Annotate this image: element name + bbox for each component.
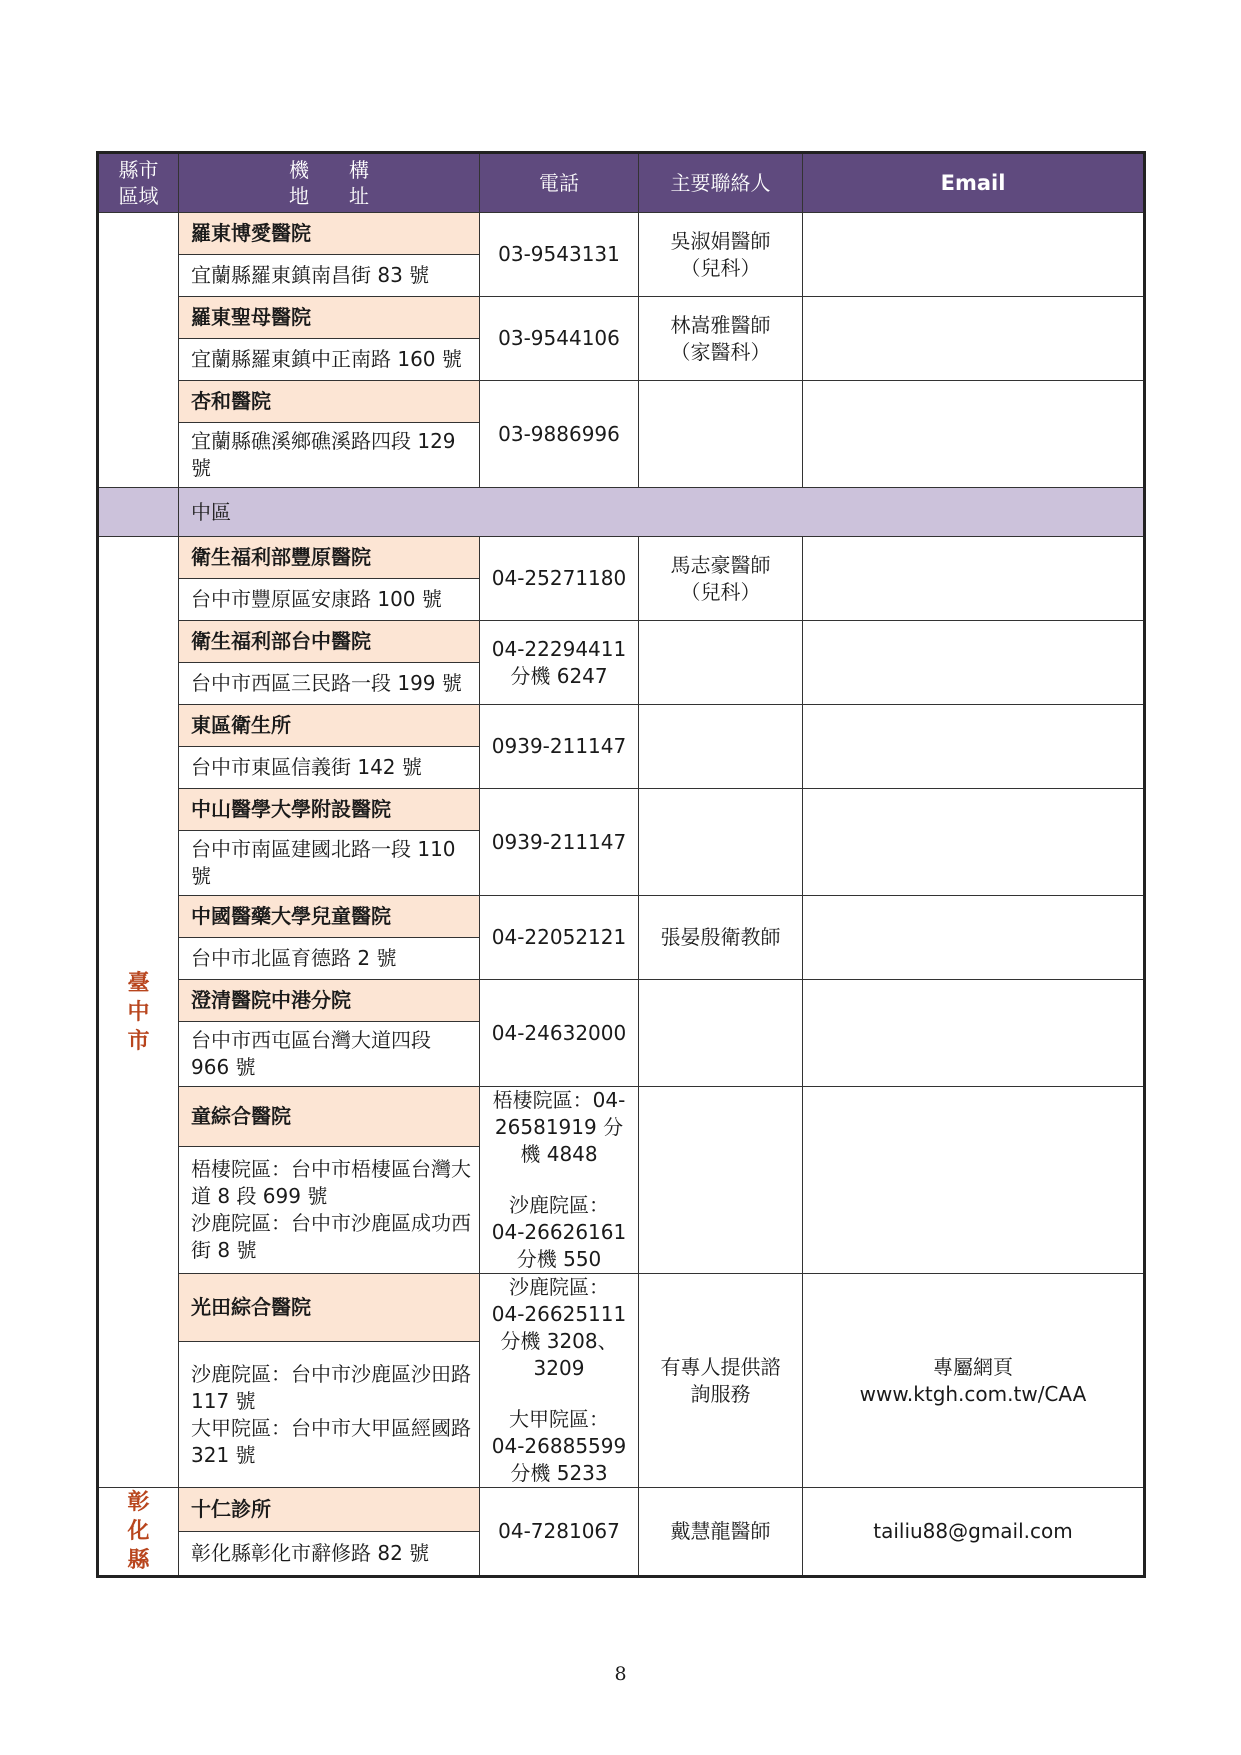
contact-cell: 張晏殷衛教師: [639, 896, 803, 980]
phone-cell: 沙鹿院區： 04-26625111 分機 3208、 3209 大甲院區： 04-26885599 分機 5233: [480, 1274, 639, 1488]
institution-address: 宜蘭縣羅東鎮南昌街 83 號: [179, 255, 480, 297]
contact-cell: [639, 621, 803, 705]
table-row: [98, 1087, 1145, 1147]
institution-address: 台中市西屯區台灣大道四段 966 號: [179, 1022, 480, 1087]
email-cell: [803, 621, 1145, 705]
section-row: [98, 488, 1145, 537]
contact-cell: 有專人提供諮 詢服務: [639, 1274, 803, 1488]
institution-address: 彰化縣彰化市辭修路 82 號: [179, 1531, 480, 1576]
header-contact: 主要聯絡人: [639, 153, 803, 213]
email-cell: [803, 980, 1145, 1087]
phone-cell: 04-7281067: [480, 1488, 639, 1577]
phone-cell: 03-9544106: [480, 297, 639, 381]
institution-name: 中山醫學大學附設醫院: [179, 789, 480, 831]
contact-cell: [639, 980, 803, 1087]
phone-cell: 04-25271180: [480, 537, 639, 621]
contact-cell: [639, 705, 803, 789]
email-cell: [803, 381, 1145, 488]
section-spacer: [98, 488, 179, 537]
institution-name: 杏和醫院: [179, 381, 480, 423]
header-institution: 機 構 地 址: [179, 153, 480, 213]
institution-name: 光田綜合醫院: [179, 1274, 480, 1342]
institution-address: 台中市豐原區安康路 100 號: [179, 579, 480, 621]
institution-address: 宜蘭縣羅東鎮中正南路 160 號: [179, 339, 480, 381]
header-region: 縣市 區域: [98, 153, 179, 213]
phone-cell: 0939-211147: [480, 705, 639, 789]
institution-name: 衛生福利部台中醫院: [179, 621, 480, 663]
email-cell: [803, 297, 1145, 381]
email-link[interactable]: tailiu88@gmail.com: [803, 1488, 1145, 1577]
email-cell: [803, 537, 1145, 621]
header-email: Email: [803, 153, 1145, 213]
institution-address: 梧棲院區：台中市梧棲區台灣大道 8 段 699 號 沙鹿院區：台中市沙鹿區成功西街 8 號: [179, 1146, 480, 1273]
phone-cell: 0939-211147: [480, 789, 639, 896]
email-cell: [803, 705, 1145, 789]
institution-name: 澄清醫院中港分院: [179, 980, 480, 1022]
contact-cell: 吳淑娟醫師 （兒科）: [639, 213, 803, 297]
region-cell-changhua: 彰 化 縣: [98, 1488, 179, 1577]
table-row: [98, 213, 1145, 255]
email-cell: 專屬網頁 www.ktgh.com.tw/CAA: [803, 1274, 1145, 1488]
table-row: [98, 1274, 1145, 1342]
phone-cell: 04-24632000: [480, 980, 639, 1087]
phone-cell: 03-9543131: [480, 213, 639, 297]
table-row: [98, 896, 1145, 938]
table-row: [98, 381, 1145, 423]
institution-address: 台中市南區建國北路一段 110 號: [179, 831, 480, 896]
email-cell: [803, 896, 1145, 980]
region-cell-taichung: 臺 中 市: [98, 537, 179, 1488]
institution-address: 台中市西區三民路一段 199 號: [179, 663, 480, 705]
contact-cell: [639, 381, 803, 488]
contact-cell: 戴慧龍醫師: [639, 1488, 803, 1577]
header-row: [98, 153, 1145, 213]
contact-cell: [639, 1087, 803, 1274]
table-row: [98, 705, 1145, 747]
institution-address: 宜蘭縣礁溪鄉礁溪路四段 129 號: [179, 423, 480, 488]
phone-cell: 04-22052121: [480, 896, 639, 980]
contact-cell: 林嵩雅醫師 （家醫科）: [639, 297, 803, 381]
institution-address: 台中市東區信義街 142 號: [179, 747, 480, 789]
section-label: 中區: [179, 488, 1145, 537]
table-row: [98, 297, 1145, 339]
region-cell-yilan: [98, 213, 179, 488]
email-cell: [803, 1087, 1145, 1274]
phone-cell: 梧棲院區：04- 26581919 分 機 4848 沙鹿院區： 04-26626161 分機 550: [480, 1087, 639, 1274]
table-row: [98, 1488, 1145, 1532]
email-cell: [803, 213, 1145, 297]
institution-name: 十仁診所: [179, 1488, 480, 1532]
institution-name: 羅東博愛醫院: [179, 213, 480, 255]
table-row: [98, 980, 1145, 1022]
hospital-directory-table: [96, 151, 1146, 1578]
institution-name: 東區衛生所: [179, 705, 480, 747]
institution-address: 台中市北區育德路 2 號: [179, 938, 480, 980]
contact-cell: 馬志豪醫師 （兒科）: [639, 537, 803, 621]
institution-name: 羅東聖母醫院: [179, 297, 480, 339]
header-phone: 電話: [480, 153, 639, 213]
institution-name: 中國醫藥大學兒童醫院: [179, 896, 480, 938]
website-link[interactable]: www.ktgh.com.tw/CAA: [859, 1381, 1087, 1406]
table-row: [98, 789, 1145, 831]
email-cell: [803, 789, 1145, 896]
page-number: 8: [614, 1663, 627, 1685]
phone-cell: 03-9886996: [480, 381, 639, 488]
institution-address: 沙鹿院區：台中市沙鹿區沙田路 117 號 大甲院區：台中市大甲區經國路 321 號: [179, 1342, 480, 1488]
institution-name: 衛生福利部豐原醫院: [179, 537, 480, 579]
phone-cell: 04-22294411 分機 6247: [480, 621, 639, 705]
table-row: [98, 621, 1145, 663]
institution-name: 童綜合醫院: [179, 1087, 480, 1147]
contact-cell: [639, 789, 803, 896]
table-row: [98, 537, 1145, 579]
